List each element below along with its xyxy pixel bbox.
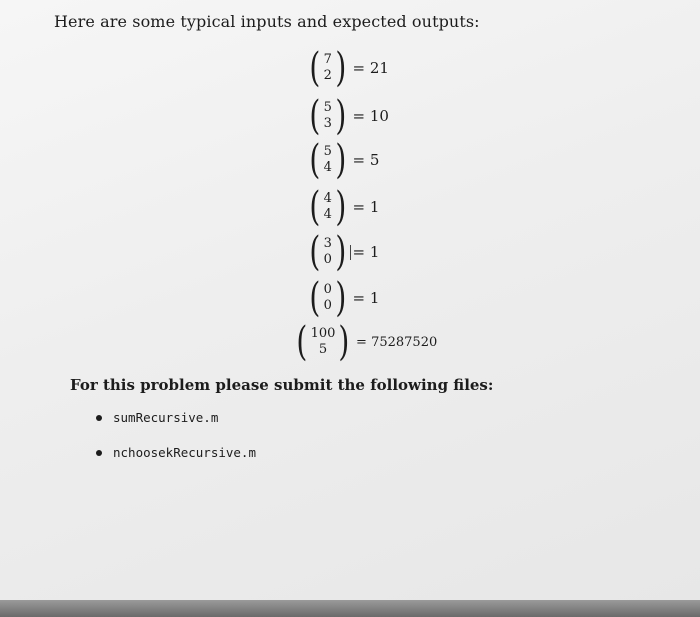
left-paren: ( [309, 137, 321, 183]
example-equation [307, 93, 389, 139]
binomial-n: 5 [323, 100, 332, 115]
binomial-coefficient [294, 319, 352, 365]
binomial-coefficient [307, 45, 349, 91]
binomial-n: 4 [323, 191, 332, 206]
list-item [96, 445, 256, 460]
right-paren: ) [335, 275, 347, 321]
left-paren: ( [309, 184, 321, 230]
screen-bezel [0, 600, 700, 617]
binomial-coefficient [307, 275, 349, 321]
binomial-k: 4 [323, 160, 332, 175]
example-result: = 5 [352, 151, 380, 169]
left-paren: ( [309, 229, 321, 275]
binomial-k: 2 [323, 68, 332, 83]
example-result: = 1 [352, 243, 380, 261]
binomial-k: 5 [318, 342, 328, 357]
right-paren: ) [335, 93, 347, 139]
binomial-k: 0 [323, 298, 332, 313]
example-equation [307, 229, 380, 275]
right-paren: ) [338, 319, 350, 365]
left-paren: ( [309, 275, 321, 321]
example-equation [307, 45, 389, 91]
right-paren: ) [335, 184, 347, 230]
binomial-coefficient [307, 93, 349, 139]
binomial-k: 4 [323, 207, 332, 222]
right-paren: ) [335, 45, 347, 91]
example-result: = 1 [352, 289, 380, 307]
example-result: = 10 [352, 107, 389, 125]
bullet-icon [96, 415, 102, 421]
list-item [96, 410, 218, 425]
intro-text: Here are some typical inputs and expected outputs: [54, 12, 480, 31]
binomial-k: 0 [323, 252, 332, 267]
example-equation [294, 319, 438, 365]
example-equation [307, 275, 380, 321]
binomial-n: 0 [323, 282, 332, 297]
binomial-coefficient [307, 137, 349, 183]
binomial-k: 3 [323, 116, 332, 131]
binomial-coefficient [307, 229, 349, 275]
example-equation [307, 137, 380, 183]
left-paren: ( [309, 93, 321, 139]
example-result: = 21 [352, 59, 389, 77]
right-paren: ) [335, 229, 347, 275]
binomial-coefficient [307, 184, 349, 230]
file-name: sumRecursive.m [113, 410, 219, 425]
text-cursor-icon [350, 245, 351, 260]
right-paren: ) [335, 137, 347, 183]
left-paren: ( [296, 319, 308, 365]
binomial-n: 5 [323, 144, 332, 159]
binomial-n: 7 [323, 52, 332, 67]
example-result: = 75287520 [356, 334, 438, 350]
problem-text: For this problem please submit the following files: [70, 376, 494, 394]
file-name: nchoosekRecursive.m [113, 445, 256, 460]
example-equation [307, 184, 380, 230]
example-result: = 1 [352, 198, 380, 216]
bullet-icon [96, 450, 102, 456]
binomial-n: 100 [310, 326, 336, 341]
left-paren: ( [309, 45, 321, 91]
binomial-n: 3 [323, 236, 332, 251]
